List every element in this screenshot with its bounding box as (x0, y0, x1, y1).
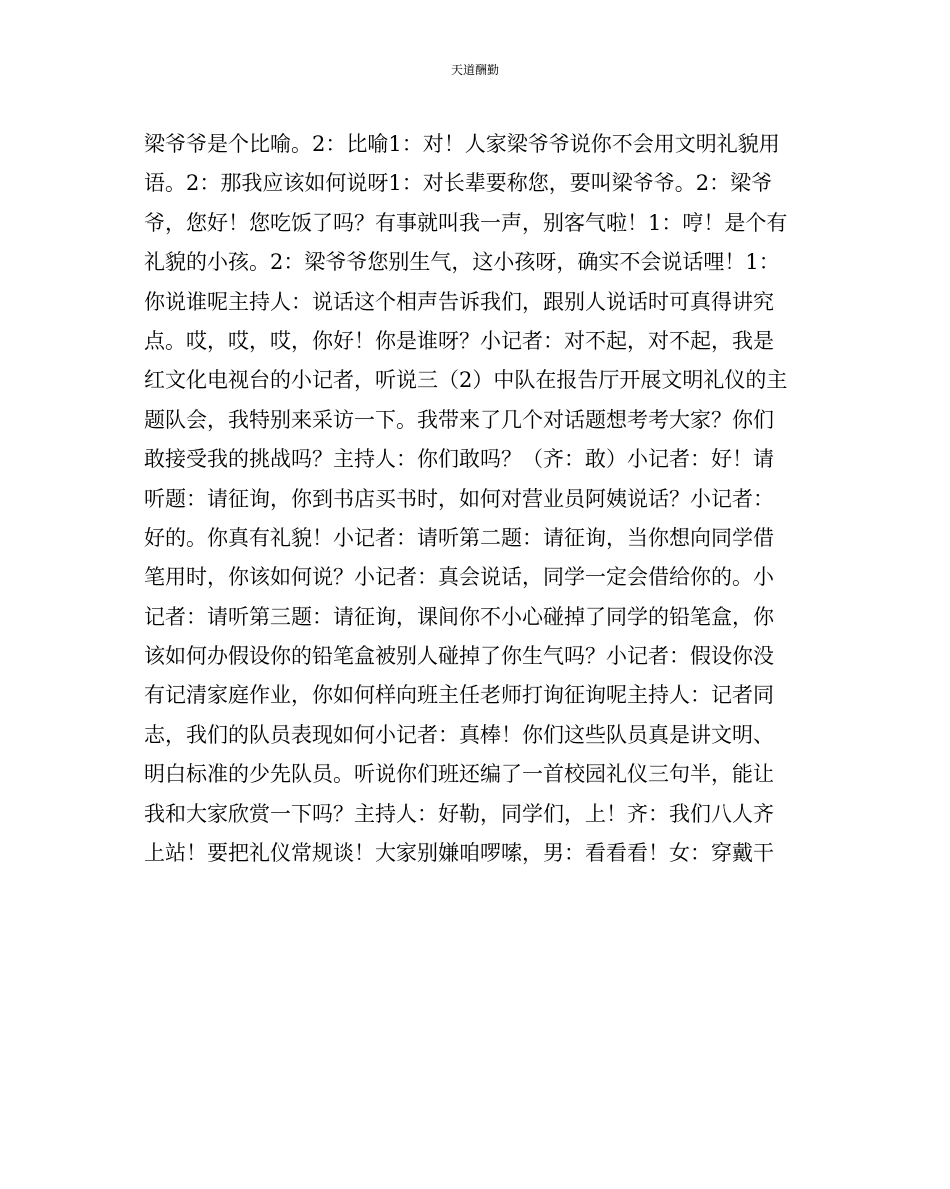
text-line: 你说谁呢主持人：说话这个相声告诉我们，跟别人说话时可真得讲究 (144, 289, 774, 314)
text-line: 红文化电视台的小记者，听说三（2）中队在报告厅开展文明礼仪的主 (144, 368, 788, 393)
text-line: 上站！要把礼仪常规谈！大家别嫌咱啰嗦，男：看看看！女：穿戴干 (144, 841, 774, 866)
text-line: 记者：请听第三题：请征询，课间你不小心碰掉了同学的铅笔盒，你 (144, 604, 774, 629)
text-line: 礼貌的小孩。2：梁爷爷您别生气，这小孩呀，确实不会说话哩！1： (144, 250, 780, 275)
text-line: 笔用时，你该如何说？小记者：真会说话，同学一定会借给你的。小 (144, 565, 774, 590)
text-line: 听题：请征询，你到书店买书时，如何对营业员阿姨说话？小记者： (144, 486, 774, 511)
text-line: 梁爷爷是个比喻。2：比喻1：对！人家梁爷爷说你不会用文明礼貌用 (144, 132, 780, 156)
text-line: 志，我们的队员表现如何小记者：真棒！你们这些队员真是讲文明、 (144, 722, 774, 747)
text-line: 我和大家欣赏一下吗？主持人：好勒，同学们，上！齐：我们八人齐 (144, 801, 774, 826)
text-line: 题队会，我特别来采访一下。我带来了几个对话题想考考大家？你们 (144, 407, 774, 432)
page-header: 天道酬勤 (450, 63, 499, 77)
body-text (144, 125, 844, 873)
text-line: 明白标准的少先队员。听说你们班还编了一首校园礼仪三句半，能让 (144, 762, 774, 787)
text-line: 有记清家庭作业，你如何样向班主任老师打询征询呢主持人：记者同 (144, 683, 774, 708)
text-line: 该如何办假设你的铅笔盒被别人碰掉了你生气吗？小记者：假设你没 (144, 644, 774, 669)
text-line: 敢接受我的挑战吗？主持人：你们敢吗？（齐：敢）小记者：好！请 (144, 447, 774, 472)
text-line: 好的。你真有礼貌！小记者：请听第二题：请征询，当你想向同学借 (144, 525, 774, 550)
text-line: 爷，您好！您吃饭了吗？有事就叫我一声，别客气啦！1：哼！是个有 (144, 210, 788, 235)
text-line: 点。哎，哎，哎，你好！你是谁呀？小记者：对不起，对不起，我是 (144, 328, 774, 353)
text-line: 语。2：那我应该如何说呀1：对长辈要称您，要叫梁爷爷。2：梁爷 (144, 171, 773, 196)
